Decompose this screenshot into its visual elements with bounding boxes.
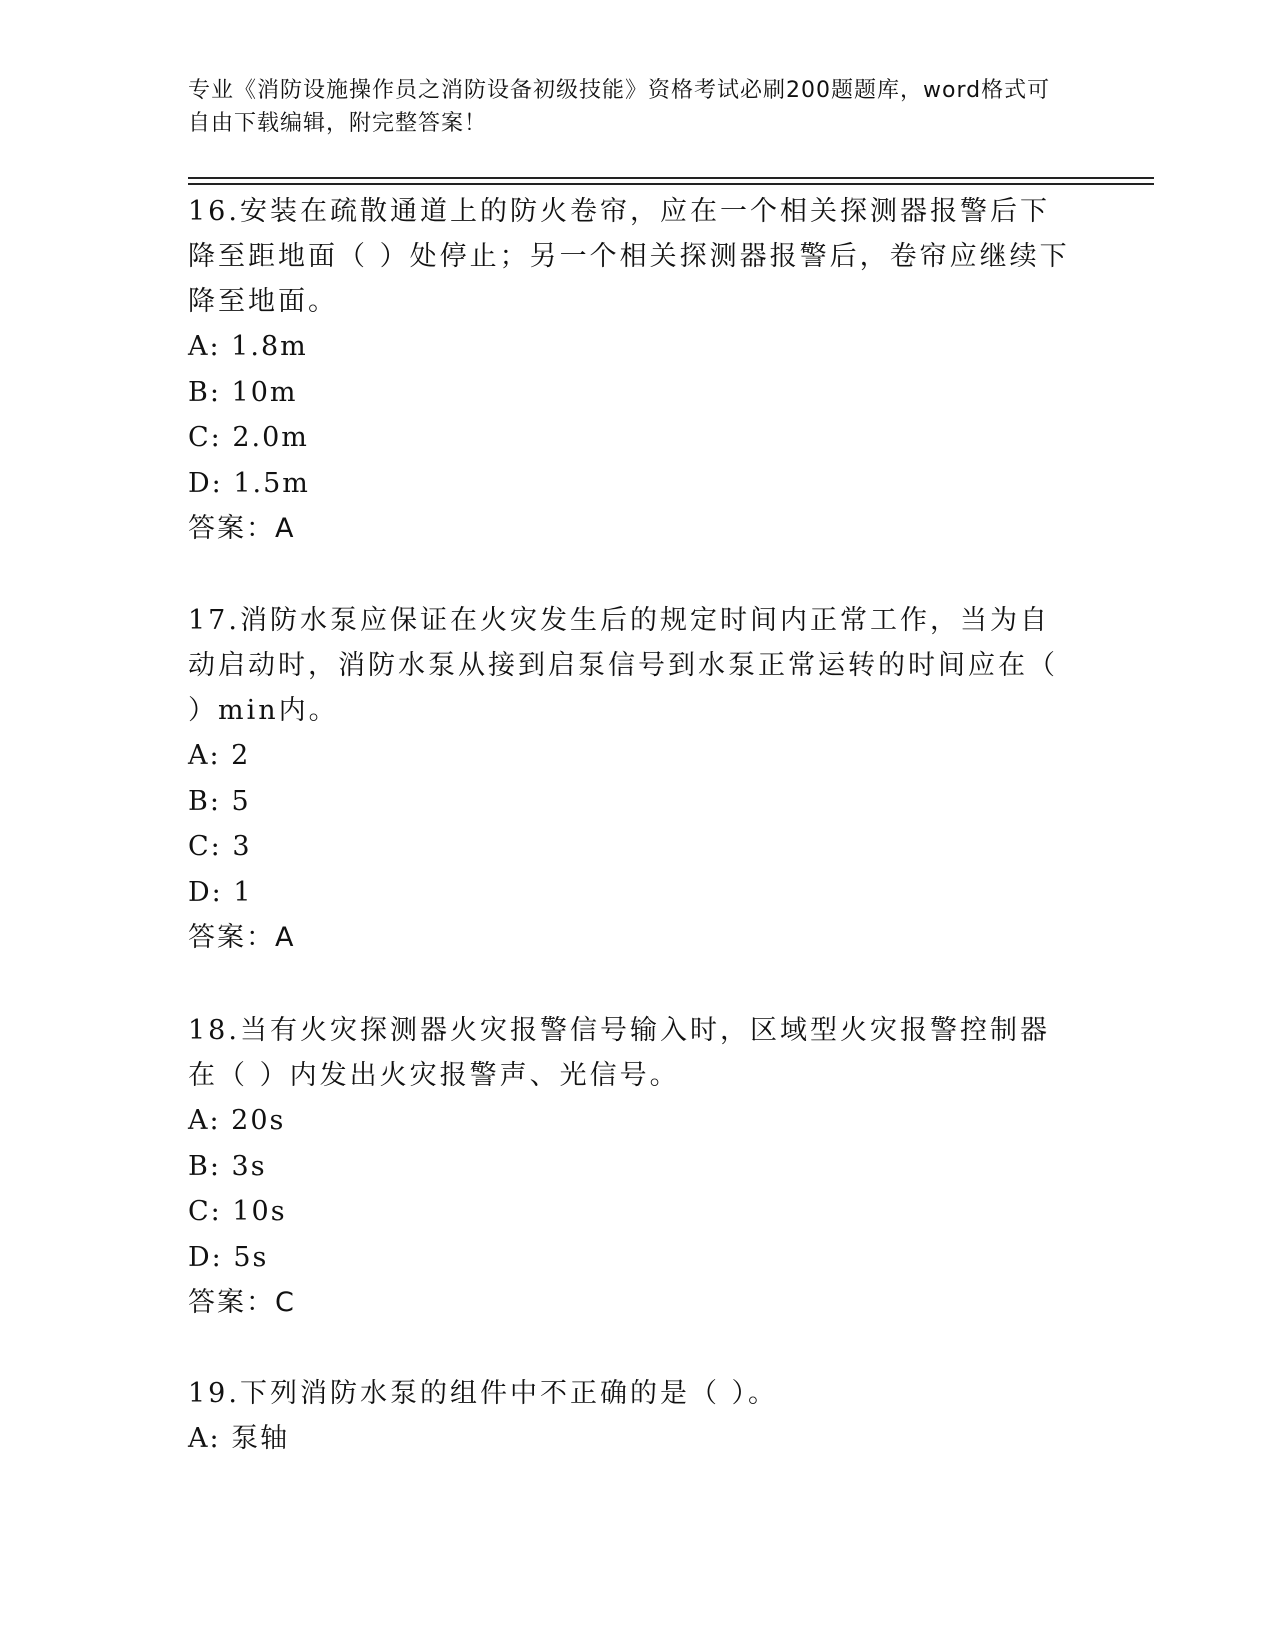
question-17	[188, 598, 1078, 960]
option-b: B: 5	[188, 785, 251, 817]
answer-text: 答案：A	[188, 513, 296, 544]
question-stem: 19.下列消防水泵的组件中不正确的是（ ）。	[188, 1378, 779, 1409]
question-16	[188, 189, 1078, 551]
question-stem: 18.当有火灾探测器火灾报警信号输入时，区域型火灾报警控制器在（ ）内发出火灾报警声、光信号。	[188, 1015, 1050, 1091]
option-c: C: 10s	[188, 1196, 287, 1227]
option-d: D: 5s	[188, 1241, 269, 1273]
question-18	[188, 1008, 1078, 1325]
option-b: B: 3s	[188, 1150, 267, 1182]
question-stem: 16.安装在疏散通道上的防火卷帘，应在一个相关探测器报警后下降至距地面（ ）处停止；另一个相关探测器报警后，卷帘应继续下降至地面。	[188, 196, 1070, 317]
question-stem: 17.消防水泵应保证在火灾发生后的规定时间内正常工作，当为自动启动时，消防水泵从接到启泵信号到水泵正常运转的时间应在（ ）min内。	[188, 605, 1058, 726]
option-c: C: 3	[188, 831, 252, 862]
question-19	[188, 1371, 1078, 1462]
document-header-title: 专业《消防设施操作员之消防设备初级技能》资格考试必刷200题题库，word格式可自由下载编辑，附完整答案！	[188, 78, 1051, 136]
option-d: D: 1.5m	[188, 467, 310, 499]
option-a: A: 泵轴	[188, 1423, 290, 1454]
option-a: A: 20s	[188, 1105, 286, 1136]
option-a: A: 2	[188, 740, 251, 771]
option-b: B: 10m	[188, 376, 298, 408]
option-d: D: 1	[188, 876, 253, 908]
answer-text: 答案：C	[188, 1287, 296, 1318]
option-a: A: 1.8m	[188, 331, 308, 362]
header-divider-bottom	[188, 183, 1154, 185]
header-divider-top	[188, 177, 1154, 179]
answer-text: 答案：A	[188, 922, 296, 953]
option-c: C: 2.0m	[188, 422, 309, 453]
